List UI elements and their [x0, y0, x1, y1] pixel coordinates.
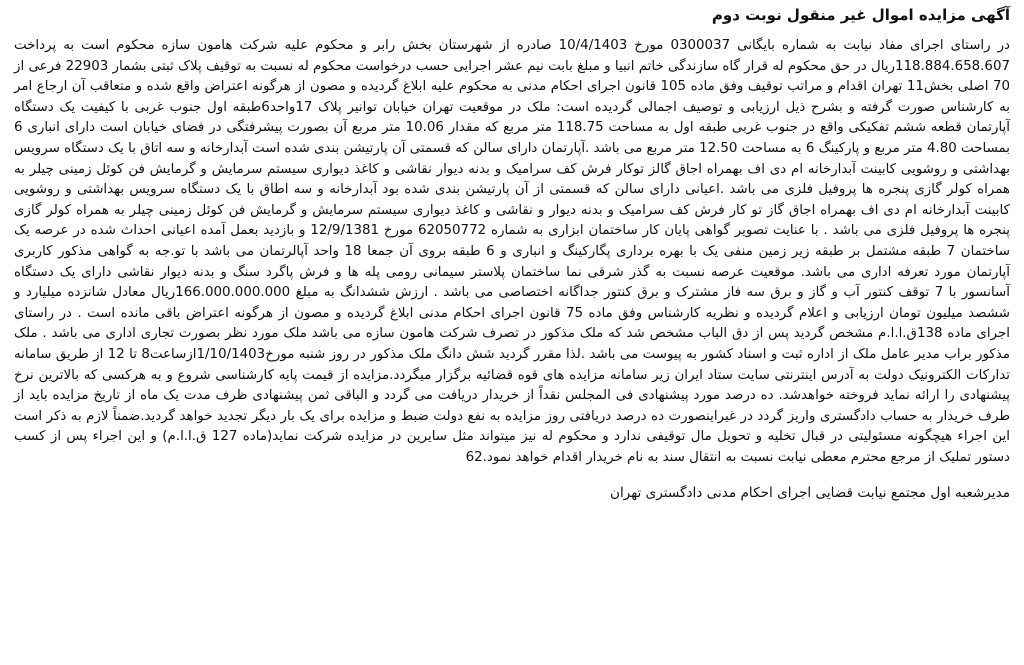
notice-title: آگهی مزایده اموال غیر منقول نوبت دوم: [711, 6, 1010, 24]
notice-body: در راستای اجرای مفاد نیابت به شماره بایگانی 0300037 مورخ 10/4/1403 صادره از شهرستان بخش رابر و محکوم علیه شرکت هامون سازه محکوم است به پرداخت 118.884.658.607ریال در حق محکوم له قرار گاه سازندگی خاتم انبیا و مبلغ بابت نیم عشر اجرایی حسب درخواست محکوم له نسبت به توقیف پلاک ثبتی بشمار 22903 فرعی از 70 اصلی بخش11 تهران اقدام و مراتب توقیف وفق ماده 105 قانون اجرای احکام مدنی به محکوم علیه ابلاغ گردیده و مصون از هرگونه اعتراض واقع شده و متعاقب آن ارجاع امر به کارشناس صورت گرفته و بشرح ذیل ارزیابی و توصیف اجمالی گردیده است: ملک در موقعیت تهران خیابان توانیر پلاک 17واحد6طبقه اول جنوب غربی با کیفیت یک دستگاه آپارتمان قطعه ششم تفکیکی واقع در جنوب غربی طبقه اول به مساحت 118.75 متر مربع که مقدار 10.06 متر مربع آن بصورت پیشرفتگی در فضای خیابان است دارای انباری 6 بمساحت 4.80 متر مربع و پارکینگ 6 به مساحت 12.50 متر مربع می باشد .آپارتمان دارای سالن که قسمتی آن پارتیشن بندی شده است آبدارخانه و سه اتاق با یک دستگاه سرویس بهداشتی و روشویی کابینت آبدارخانه ام دی اف بهمراه اجاق گالز توکار فرش کف سرامیک و بدنه دیوار نقاشی و کاغذ دیواری سیستم سرمایش و گرمایش فن کوئل زمینی چیلر به همراه کولر گازی پنجره ها پروفیل فلزی می باشد .اعیانی دارای سالن که قسمتی از آن پارتیشن بندی شده بود آبدارخانه و سه اطاق با یک دستگاه سرویس بهداشتی و روشویی کابینت آبدارخانه ام دی اف بهمراه اجاق گاز تو کار فرش کف سرامیک و بدنه دیوار و نقاشی و کاغذ دیواری سیستم سرمایش و گرمایش فن کوئل زمینی چیلر به همراه کولر گازی پنجره ها پروفیل فلزی می باشد . با عنایت تصویر گواهی پایان کار ساختمان ابزاری به شماره 62050772 مورخ 12/9/1381 و بازدید بعمل آمده اعیانی احداث شده در عرصه یک ساختمان 7 طبقه مشتمل بر طبقه زیر زمین منفی یک با بهره برداری پگارکینگ و انباری و 6 طبقه بروی آن جمعا 18 واحد آپالرتمان می باشد با تو.جه به گواهی مذکور کاربری آپارتمان مورد تعرفه اداری می باشد. موقعیت عرصه نسبت به گذر شرقی نما ساختمان پلاستر سیمانی رومی پله ها و فرش پاگرد سنگ و بدنه دیوار نقاشی دارای یک دستگاه آسانسور با 7 توقف کنتور آب و گاز و برق سه فاز مشترک و برق کنتور جداگانه اختصاصی می باشد . ارزش ششدانگ به مبلغ 166.000.000.000ریال معادل شانزده میلیارد و ششصد میلیون تومان ارزیابی و اعلام گردیده و نظریه کارشناس وفق ماده 75 قانون اجرای احکام مدنی ابلاغ گردیده و مصون از هرگونه اعتراض باقی مانده است . در راستای اجرای ماده 138ق.ا.ا.م مشخص گردید پس از دق الباب مشخص شد که ملک مذکور در تصرف شرکت هامون سازه می باشد ملک مورد نظر بصورت تجاری اداری می باشد . ملک مذکور براب مدیر عامل ملک از اداره ثبت و اسناد کشور به پیوست می باشد .لذا مقرر گردید شش دانگ ملک مذکور در روز شنبه مورخ1/10/1403ازساعت8 تا 12 از طریق سامانه تدارکات الکترونیک دولت به آدرس اینترنتی سایت ستاد ایران زیر سامانه مزایده های قوه قضائیه برگزار میگردد.مزایده از قیمت پایه کارشناسی شروع و به هرکسی که بالاترین نرخ پیشنهادی را ارائه نماید فروخته خواهدشد. ده درصد مورد پیشنهادی فی المجلس نقداً از خریدار دریافت می گردد و الباقی ثمن پیشنهادی ظرف مدت یک ماه از تاریخ مزایده باید از طرف خریدار به حساب دادگستری واریز گردد در غیراینصورت ده درصد دریافتی روز مزایده به نفع دولت ضبط و مزایده برای یک بار دیگر تجدید خواهد گردید.ضمناً لازم به ذکر است این اجراء هیچگونه مسئولیتی در قبال تخلیه و تحویل مال توقیفی ندارد و محکوم له نیز میتواند مثل سایرین در مزایده شرکت نماید(ماده 127 ق.ا.ا.م) و این اجراء پس از کسب دستور تملیک از مرجع محترم معطی نیابت نسبت به انتقال سند به نام خریدار اقدام خواهد نمود.62: [14, 38, 1011, 465]
notice-signature: مدیرشعبه اول مجتمع نیابت قضایی اجرای احکام مدنی دادگستری تهران: [609, 485, 1010, 502]
